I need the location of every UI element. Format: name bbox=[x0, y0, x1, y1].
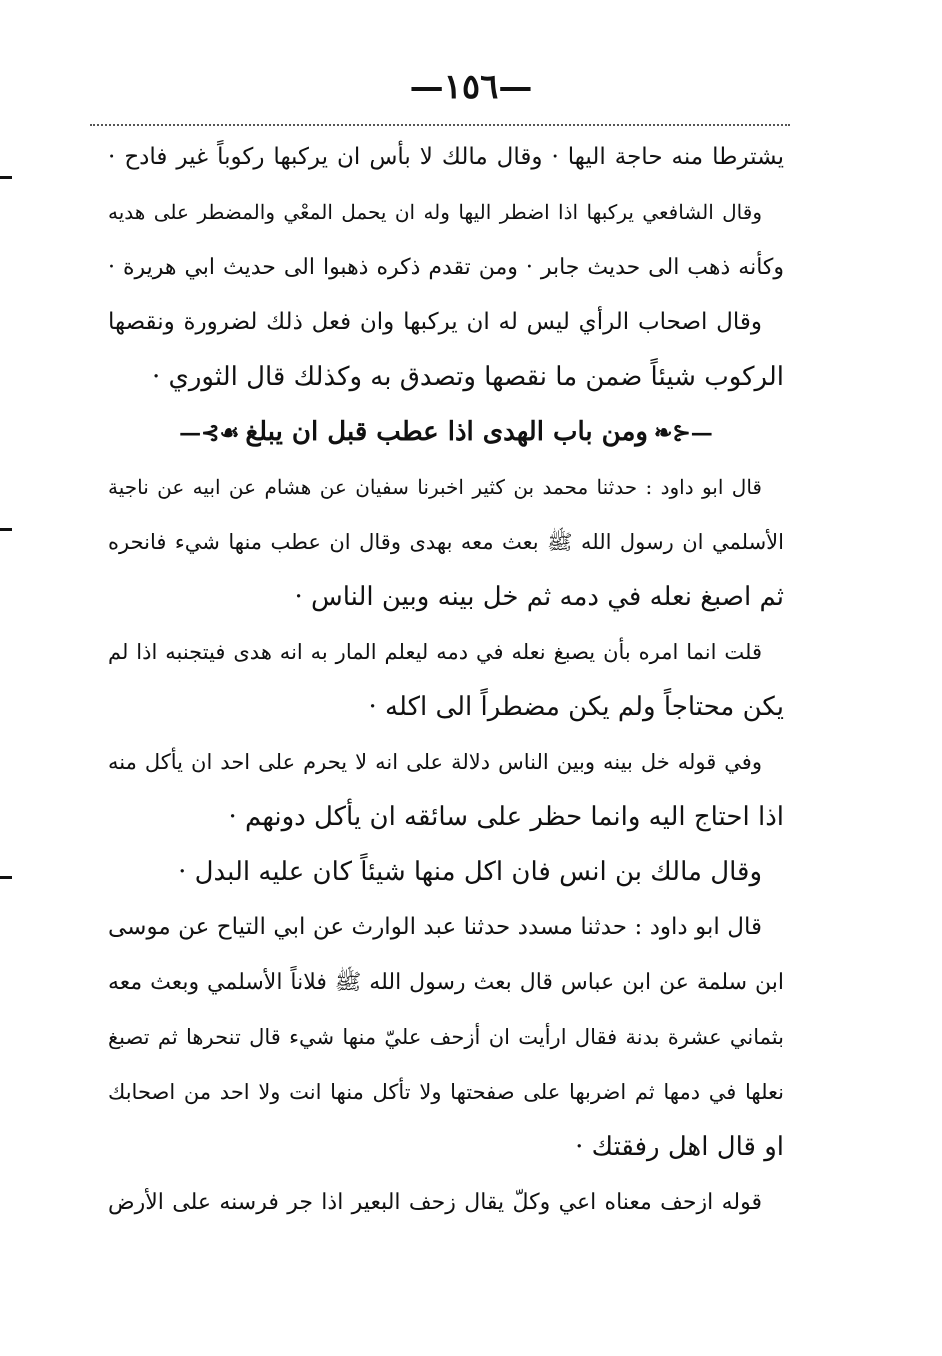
text-line: قوله ازحف معناه اعي وكلّ يقال زحف البعير اذا جر فرسنه على الأرض bbox=[108, 1190, 762, 1215]
text-line: قلت انما امره بأن يصبغ نعله في دمه ليعلم المار به انه هدى فيتجنبه اذا لم bbox=[108, 640, 762, 664]
header-divider bbox=[90, 124, 790, 126]
text-line: الأسلمي ان رسول الله ﷺ بعث معه بهدى وقال ان عطب منها شيء فانحره bbox=[108, 530, 784, 554]
section-heading bbox=[108, 405, 784, 460]
text-line: وكأنه ذهب الى حديث جابر · ومن تقدم ذكره ذهبوا الى حديث ابي هريرة · bbox=[108, 255, 784, 280]
text-line: قال ابو داود : حدثنا محمد بن كثير اخبرنا سفيان عن هشام عن ابيه عن ناجية bbox=[108, 475, 762, 499]
text-line: يكن محتاجاً ولم يكن مضطراً الى اكله · bbox=[368, 692, 784, 722]
text-line: وقال الشافعي يركبها اذا اضطر اليها وله ان يحمل المعْي والمضطر على هديه bbox=[108, 200, 762, 224]
text-line: بثماني عشرة بدنة فقال ارأيت ان أزحف عليّ منها شيء قال تنحرها ثم تصبغ bbox=[108, 1025, 784, 1049]
text-line: قال ابو داود : حدثنا مسدد حدثنا عبد الوارث عن ابي التياح عن موسى bbox=[108, 914, 762, 940]
text-line: اذا احتاج اليه وانما حظر على سائقه ان يأكل دونهم · bbox=[228, 802, 784, 832]
page-number: —١٥٦— bbox=[409, 67, 533, 107]
text-line: وقال اصحاب الرأي ليس له ان يركبها وان فعل ذلك لضرورة ونقصها bbox=[108, 309, 762, 335]
text-line: وقال مالك بن انس فان اكل منها شيئاً كان عليه البدل · bbox=[178, 857, 762, 887]
text-line: ابن سلمة عن ابن عباس قال بعث رسول الله ﷺ فلاناً الأسلمي وبعث معه bbox=[108, 970, 784, 995]
ornament-right-icon: —⊰❧ bbox=[653, 420, 713, 446]
margin-mark bbox=[0, 528, 12, 531]
text-line: الركوب شيئاً ضمن ما نقصها وتصدق به وكذلك قال الثوري · bbox=[152, 362, 784, 392]
text-line: وفي قوله خل بينه وبين الناس دلالة على انه لا يحرم على احد ان يأكل منه bbox=[108, 750, 762, 774]
text-line: نعلها في دمها ثم اضربها على صفحتها ولا تأكل منها انت ولا احد من اصحابك bbox=[108, 1080, 784, 1104]
text-line: او قال اهل رفقتك · bbox=[575, 1132, 784, 1162]
margin-mark bbox=[0, 176, 12, 179]
ornament-left-icon: ☙⊱— bbox=[179, 420, 240, 446]
text-line: ثم اصبغ نعله في دمه ثم خل بينه وبين الناس · bbox=[294, 582, 784, 612]
section-heading-text: ومن باب الهدى اذا عطب قبل ان يبلغ bbox=[245, 417, 648, 447]
margin-mark bbox=[0, 876, 12, 879]
body-text bbox=[108, 130, 784, 1230]
text-line: يشترطا منه حاجة اليها · وقال مالك لا بأس ان يركبها ركوباً غير فادح · bbox=[108, 144, 784, 170]
